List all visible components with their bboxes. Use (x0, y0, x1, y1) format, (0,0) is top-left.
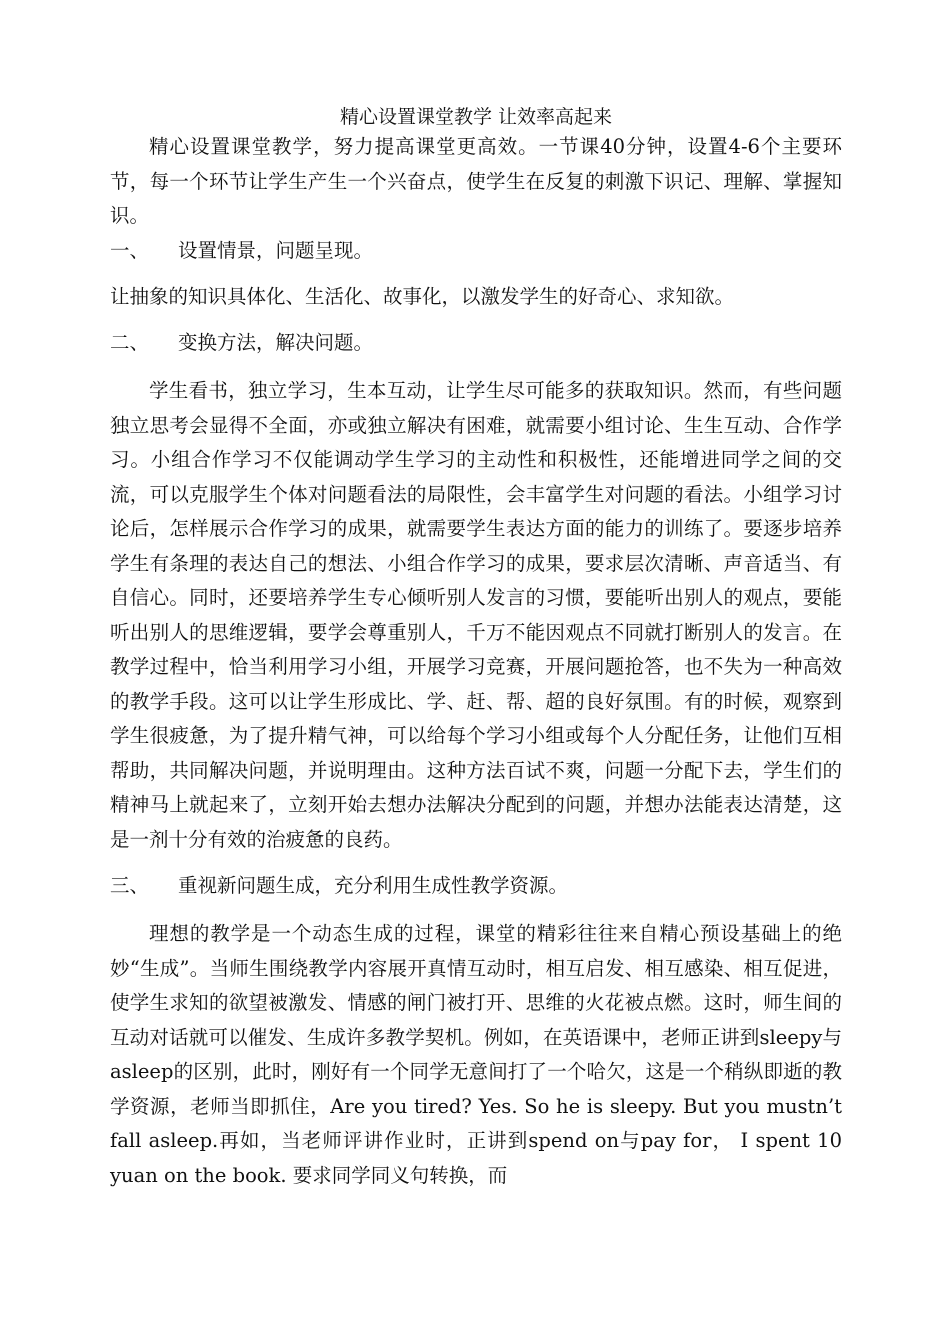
section-number: 三、 (110, 874, 150, 897)
section-number: 二、 (110, 331, 150, 354)
section-heading-2 (110, 326, 842, 360)
section-heading-text: 设置情景，问题呈现。 (178, 238, 374, 262)
section-body-3: 理想的教学是一个动态生成的过程，课堂的精彩往往来自精心预设基础上的绝妙“生成”。当师生围绕教学内容展开真情互动时，相互启发、相互感染、相互促进，使学生求知的欲望被激发、情感的闸门被打开、思维的火花被点燃。这时，师生间的互动对话就可以催发、生成许多教学契机。例如，在英语课中，老师正讲到sleepy与asleep的区别，此时，刚好有一个同学无意间打了一个哈欠，这是一个稍纵即逝的教学资源，老师当即抓住，Are you tired? Yes. So he is sleepy. But you mustn’t fall asleep.再如，当老师评讲作业时，正讲到spend on与pay for， I spent 10 yuan on the book. 要求同学同义句转换，而 (110, 922, 842, 1187)
document-page (110, 104, 842, 1193)
section-heading-3 (110, 869, 842, 903)
intro-paragraph: 精心设置课堂教学，努力提高课堂更高效。一节课40分钟，设置4-6个主要环节，每一个环节让学生产生一个兴奋点，使学生在反复的刺激下识记、理解、掌握知识。 (110, 135, 842, 227)
document-title: 精心设置课堂教学 让效率高起来 (339, 106, 613, 128)
section-body-2: 学生看书，独立学习，生本互动，让学生尽可能多的获取知识。然而，有些问题独立思考会显得不全面，亦或独立解决有困难，就需要小组讨论、生生互动、合作学习。小组合作学习不仅能调动学生学习的主动性和积极性，还能增进同学之间的交流，可以克服学生个体对问题看法的局限性，会丰富学生对问题的看法。小组学习讨论后，怎样展示合作学习的成果，就需要学生表达方面的能力的训练了。要逐步培养学生有条理的表达自己的想法、小组合作学习的成果，要求层次清晰、声音适当、有自信心。同时，还要培养学生专心倾听别人发言的习惯，要能听出别人的观点，要能听出别人的思维逻辑，要学会尊重别人，千万不能因观点不同就打断别人的发言。在教学过程中，恰当利用学习小组，开展学习竞赛，开展问题抢答，也不失为一种高效的教学手段。这可以让学生形成比、学、赶、帮、超的良好氛围。有的时候，观察到学生很疲惫，为了提升精气神，可以给每个学习小组或每个人分配任务，让他们互相帮助，共同解决问题，并说明理由。这种方法百试不爽，问题一分配下去，学生们的精神马上就起来了，立刻开始去想办法解决分配到的问题，并想办法能表达清楚，这是一剂十分有效的治疲惫的良药。 (110, 379, 842, 851)
section-body-1: 让抽象的知识具体化、生活化、故事化，以激发学生的好奇心、求知欲。 (110, 284, 735, 308)
section-number: 一、 (110, 238, 150, 262)
section-heading-text: 重视新问题生成，充分利用生成性教学资源。 (178, 874, 569, 897)
section-heading-text: 变换方法，解决问题。 (178, 331, 374, 354)
section-heading-1 (110, 234, 842, 268)
